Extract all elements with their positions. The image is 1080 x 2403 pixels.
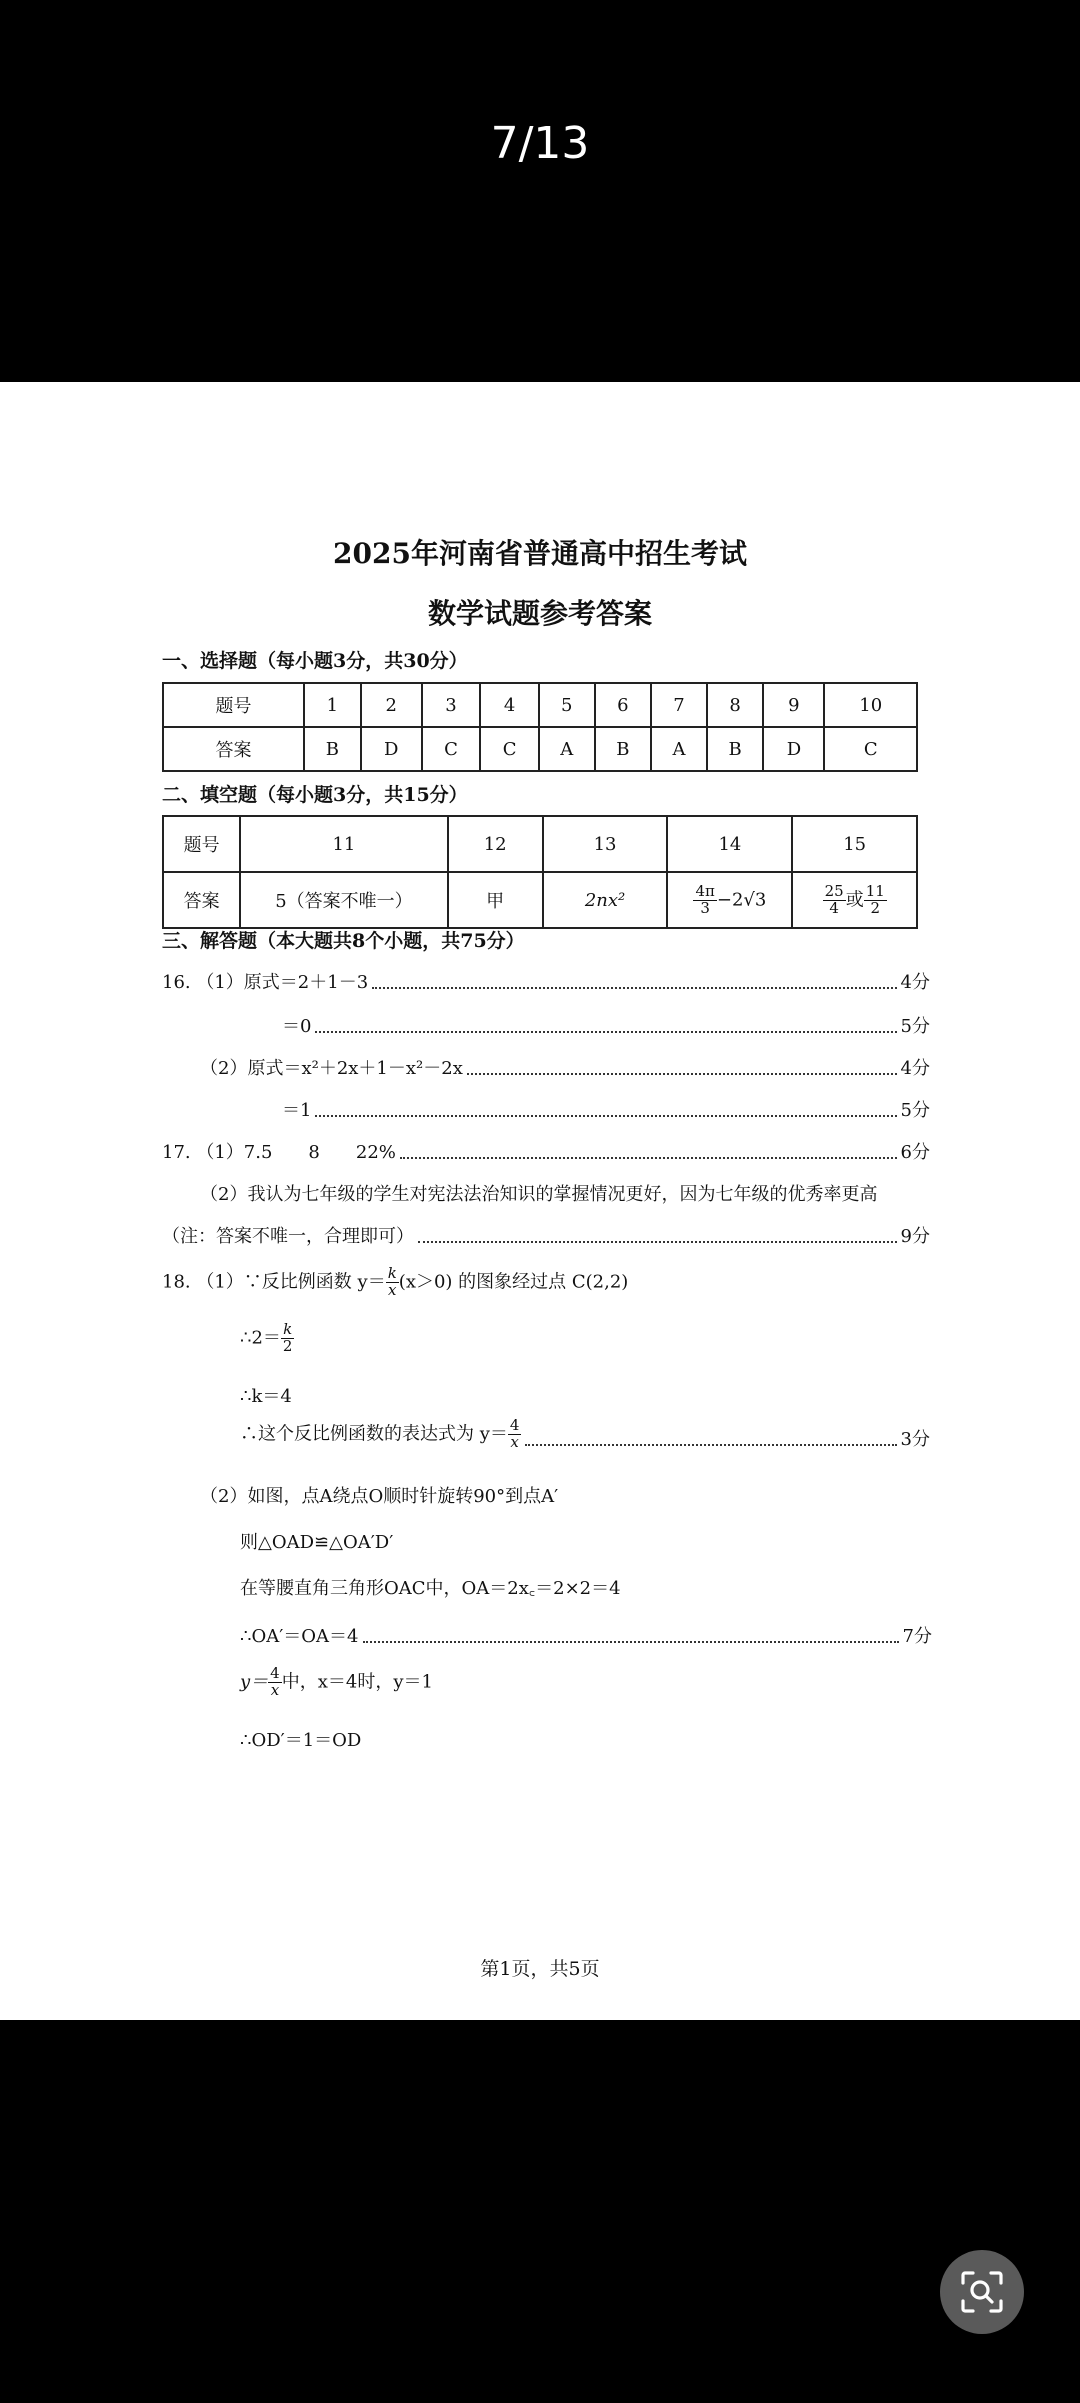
table-cell: 7 [651,683,707,727]
numerator: 25 [824,881,844,900]
table-cell: 5 [539,683,595,727]
leader-dots [315,1115,896,1117]
numerator: 4π [695,881,715,900]
denominator: x [510,1432,519,1451]
table-cell: 11 [240,816,448,872]
numerator: k [387,1264,397,1282]
table-cell [667,872,792,928]
score: 9分 [900,1226,930,1247]
answer-text: y＝ [240,1671,269,1693]
table-cell: 6 [595,683,652,727]
answer-line [162,968,930,994]
answer-line [240,1418,930,1451]
leader-dots [315,1031,896,1033]
fill-blank-answer-table [162,815,918,929]
answer-text: 16. （1）原式＝2＋1－3 [162,972,369,993]
score: 3分 [900,1428,930,1450]
table-cell: C [824,727,917,771]
leader-dots [363,1641,899,1643]
score: 4分 [900,972,930,993]
page-footer: 第1页，共5页 [480,1958,600,1980]
section-heading: 三、解答题（本大题共8个小题，共75分） [162,930,525,952]
table-cell: 10 [824,683,917,727]
answer-text: ∴OD′＝1＝OD [240,1730,362,1751]
section-heading: 一、选择题（每小题3分，共30分） [162,650,468,672]
table-cell: A [651,727,707,771]
scan-search-icon [959,2269,1005,2315]
image-search-button[interactable] [940,2250,1024,2334]
table-cell: C [422,727,481,771]
answer-text: ∴k＝4 [240,1386,292,1407]
table-row [163,727,917,771]
denominator: x [270,1680,280,1699]
answer-text: （注：答案不唯一，合理即可） [162,1226,414,1247]
table-cell: 答案 [163,727,304,771]
score: 7分 [902,1626,932,1647]
answer-text: 在等腰直角三角形OAC中，OA＝2x꜀＝2×2＝4 [240,1578,621,1599]
score: 4分 [900,1058,930,1079]
score: 5分 [900,1100,930,1121]
denominator: 3 [700,898,710,917]
numerator: k [281,1322,295,1339]
answer-text: ∴OA′＝OA＝4 [240,1626,359,1647]
denominator: 2 [870,898,880,917]
table-cell [792,872,917,928]
table-row [163,683,917,727]
answer-13: 2nx² [584,889,626,911]
answer-line [282,1096,930,1122]
table-cell: 15 [792,816,917,872]
table-cell: 14 [667,816,792,872]
page-counter: 7/13 [490,118,590,169]
answer-text-part: ∴这个反比例函数的表达式为 y＝ [240,1423,508,1445]
table-cell: C [480,727,539,771]
table-cell: 13 [543,816,668,872]
table-cell: D [361,727,422,771]
answer-line [240,1322,294,1355]
table-cell: B [595,727,652,771]
denominator: 2 [282,1336,293,1355]
leader-dots [372,987,896,989]
fraction [693,881,716,917]
answer-text: 18. （1）∵反比例函数 y＝ [162,1271,386,1293]
viewer-bottom-bar [0,2020,1080,2403]
table-cell: D [763,727,824,771]
table-row [163,816,917,872]
table-cell: 题号 [163,816,240,872]
table-cell: 1 [304,683,361,727]
fraction [508,1418,522,1451]
table-cell: 9 [763,683,824,727]
answer-text: 17. （1）7.5 8 22% [162,1142,396,1163]
answer-line [240,1622,932,1648]
table-cell: 答案 [163,872,240,928]
answer-text: ∴2＝ [240,1327,281,1349]
table-cell: 2 [361,683,422,727]
answer-text [240,1418,521,1451]
table-cell [543,872,668,928]
fraction [823,881,846,917]
answer-15-or: 或 [845,889,864,910]
table-cell: A [539,727,595,771]
viewer-top-bar [0,0,1080,382]
fraction [281,1322,295,1355]
answer-line [240,1666,433,1699]
fraction [268,1666,282,1699]
leader-dots [525,1444,896,1446]
answer-line [162,1222,930,1248]
choice-answer-table [162,682,918,772]
answer-line [162,1266,628,1299]
numerator: 4 [509,1416,520,1434]
score: 5分 [900,1016,930,1037]
table-cell: 8 [707,683,764,727]
section-heading: 二、填空题（每小题3分，共15分） [162,784,468,806]
document-page [0,382,1080,2020]
table-cell: 12 [448,816,543,872]
table-cell: 3 [422,683,481,727]
table-cell: 题号 [163,683,304,727]
table-cell: B [707,727,764,771]
denominator: x [388,1280,397,1299]
answer-text: 则△OAD≌△OA′D′ [240,1532,394,1553]
answer-text: ＝0 [282,1016,312,1037]
table-cell: B [304,727,361,771]
answer-line [162,1138,930,1164]
answer-text: （2）如图，点A绕点O顺时针旋转90°到点A′ [200,1486,559,1507]
answer-text: 中，x＝4时，y＝1 [281,1671,433,1693]
answer-line [282,1012,930,1038]
leader-dots [418,1241,897,1243]
numerator: 4 [270,1664,280,1682]
table-cell: 5（答案不唯一） [240,872,448,928]
answer-line [200,1054,930,1080]
fraction [386,1266,399,1299]
leader-dots [400,1157,897,1159]
score: 6分 [900,1142,930,1163]
fraction [864,881,887,917]
leader-dots [467,1073,897,1075]
answer-text: （2）原式＝x²＋2x＋1－x²－2x [200,1058,463,1079]
denominator: 4 [829,898,839,917]
answer-text: ＝1 [282,1100,312,1121]
doc-title: 2025年河南省普通高中招生考试 [333,537,747,570]
table-cell: 4 [480,683,539,727]
numerator: 11 [865,881,885,900]
doc-subtitle: 数学试题参考答案 [427,597,652,630]
answer-14-rest: −2√3 [716,889,767,910]
table-cell: 甲 [448,872,543,928]
answer-text: (x＞0) 的图象经过点 C(2,2) [398,1271,629,1293]
table-row [163,872,917,928]
answer-text: （2）我认为七年级的学生对宪法法治知识的掌握情况更好，因为七年级的优秀率更高 [200,1184,878,1205]
